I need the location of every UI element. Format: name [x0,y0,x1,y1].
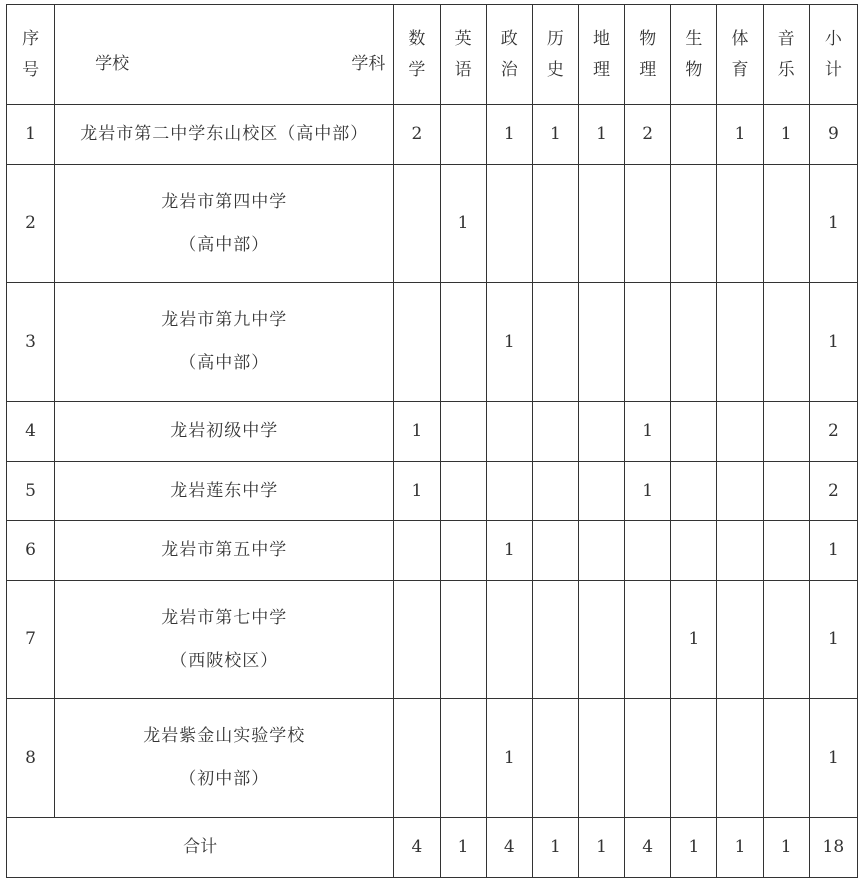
header-row [7,5,858,105]
count-cell [717,283,763,402]
table-row [7,283,858,402]
total-cell: 1 [717,818,763,878]
count-cell: 1 [394,462,440,521]
count-cell [394,165,440,283]
header-subject: 音 乐 [763,5,809,105]
count-cell [440,521,486,581]
row-number: 2 [7,165,55,283]
count-cell [440,402,486,462]
count-cell [486,165,532,283]
count-cell [532,165,578,283]
count-cell [671,165,717,283]
count-cell [671,105,717,165]
table-row [7,462,858,521]
count-cell [532,283,578,402]
count-cell [532,699,578,818]
school-name: 龙岩市第五中学 [55,521,394,581]
count-cell: 1 [486,699,532,818]
total-cell: 4 [486,818,532,878]
row-number: 3 [7,283,55,402]
count-cell [717,165,763,283]
count-cell [578,165,624,283]
count-cell [578,521,624,581]
subtotal-cell: 9 [809,105,857,165]
total-row [7,818,858,878]
count-cell [532,521,578,581]
count-cell: 1 [717,105,763,165]
teacher-allocation-table [6,4,858,878]
count-cell [440,105,486,165]
count-cell [394,521,440,581]
school-name: 龙岩莲东中学 [55,462,394,521]
subtotal-cell: 2 [809,462,857,521]
total-cell: 1 [763,818,809,878]
count-cell [532,402,578,462]
count-cell [486,581,532,699]
count-cell [486,402,532,462]
subtotal-cell: 1 [809,521,857,581]
count-cell [671,699,717,818]
school-name: 龙岩市第九中学 （高中部） [55,283,394,402]
subtotal-cell: 1 [809,165,857,283]
school-name: 龙岩紫金山实验学校 （初中部） [55,699,394,818]
header-subject-label: 学科 [351,54,386,74]
count-cell: 1 [763,105,809,165]
count-cell [532,462,578,521]
total-cell: 4 [394,818,440,878]
count-cell [486,462,532,521]
count-cell [671,521,717,581]
header-subject: 物 理 [625,5,671,105]
table-row [7,165,858,283]
count-cell: 1 [440,165,486,283]
count-cell [717,521,763,581]
row-number: 7 [7,581,55,699]
count-cell: 1 [625,402,671,462]
school-name: 龙岩市第七中学 （西陂校区） [55,581,394,699]
count-cell: 1 [532,105,578,165]
count-cell [625,283,671,402]
total-cell: 18 [809,818,857,878]
table-row [7,105,858,165]
table-row [7,581,858,699]
count-cell [625,581,671,699]
header-subject: 历 史 [532,5,578,105]
row-number: 1 [7,105,55,165]
count-cell [578,283,624,402]
count-cell [763,462,809,521]
count-cell [671,402,717,462]
table-row [7,699,858,818]
subtotal-cell: 2 [809,402,857,462]
total-cell: 1 [532,818,578,878]
table-row [7,521,858,581]
count-cell [625,521,671,581]
header-subject: 小 计 [809,5,857,105]
header-subject: 英 语 [440,5,486,105]
count-cell [763,165,809,283]
total-label: 合计 [7,818,394,878]
row-number: 5 [7,462,55,521]
count-cell [578,402,624,462]
count-cell: 1 [578,105,624,165]
count-cell [532,581,578,699]
count-cell: 1 [486,521,532,581]
count-cell [440,581,486,699]
count-cell [440,462,486,521]
count-cell [578,462,624,521]
row-number: 4 [7,402,55,462]
count-cell [671,462,717,521]
count-cell: 2 [394,105,440,165]
header-subject: 地 理 [578,5,624,105]
count-cell [578,581,624,699]
count-cell: 1 [486,283,532,402]
subtotal-cell: 1 [809,283,857,402]
header-seq: 序 号 [7,5,55,105]
count-cell [394,283,440,402]
header-subject: 体 育 [717,5,763,105]
count-cell: 1 [671,581,717,699]
table-row [7,402,858,462]
count-cell: 2 [625,105,671,165]
count-cell [394,581,440,699]
count-cell: 1 [394,402,440,462]
school-name: 龙岩市第四中学 （高中部） [55,165,394,283]
row-number: 6 [7,521,55,581]
total-cell: 4 [625,818,671,878]
count-cell [440,699,486,818]
school-name: 龙岩市第二中学东山校区（高中部） [55,105,394,165]
header-subject: 政 治 [486,5,532,105]
count-cell [440,283,486,402]
count-cell [763,521,809,581]
count-cell [717,462,763,521]
count-cell [625,699,671,818]
count-cell [763,283,809,402]
count-cell [763,581,809,699]
total-cell: 1 [440,818,486,878]
count-cell [578,699,624,818]
count-cell [717,699,763,818]
header-subject: 数 学 [394,5,440,105]
subtotal-cell: 1 [809,581,857,699]
count-cell: 1 [486,105,532,165]
header-school-subject [55,5,394,105]
count-cell [717,402,763,462]
total-cell: 1 [671,818,717,878]
total-cell: 1 [578,818,624,878]
count-cell [763,699,809,818]
school-name: 龙岩初级中学 [55,402,394,462]
count-cell: 1 [625,462,671,521]
subtotal-cell: 1 [809,699,857,818]
header-school-label: 学校 [95,54,130,74]
count-cell [763,402,809,462]
header-subject: 生 物 [671,5,717,105]
count-cell [625,165,671,283]
row-number: 8 [7,699,55,818]
count-cell [717,581,763,699]
count-cell [671,283,717,402]
count-cell [394,699,440,818]
